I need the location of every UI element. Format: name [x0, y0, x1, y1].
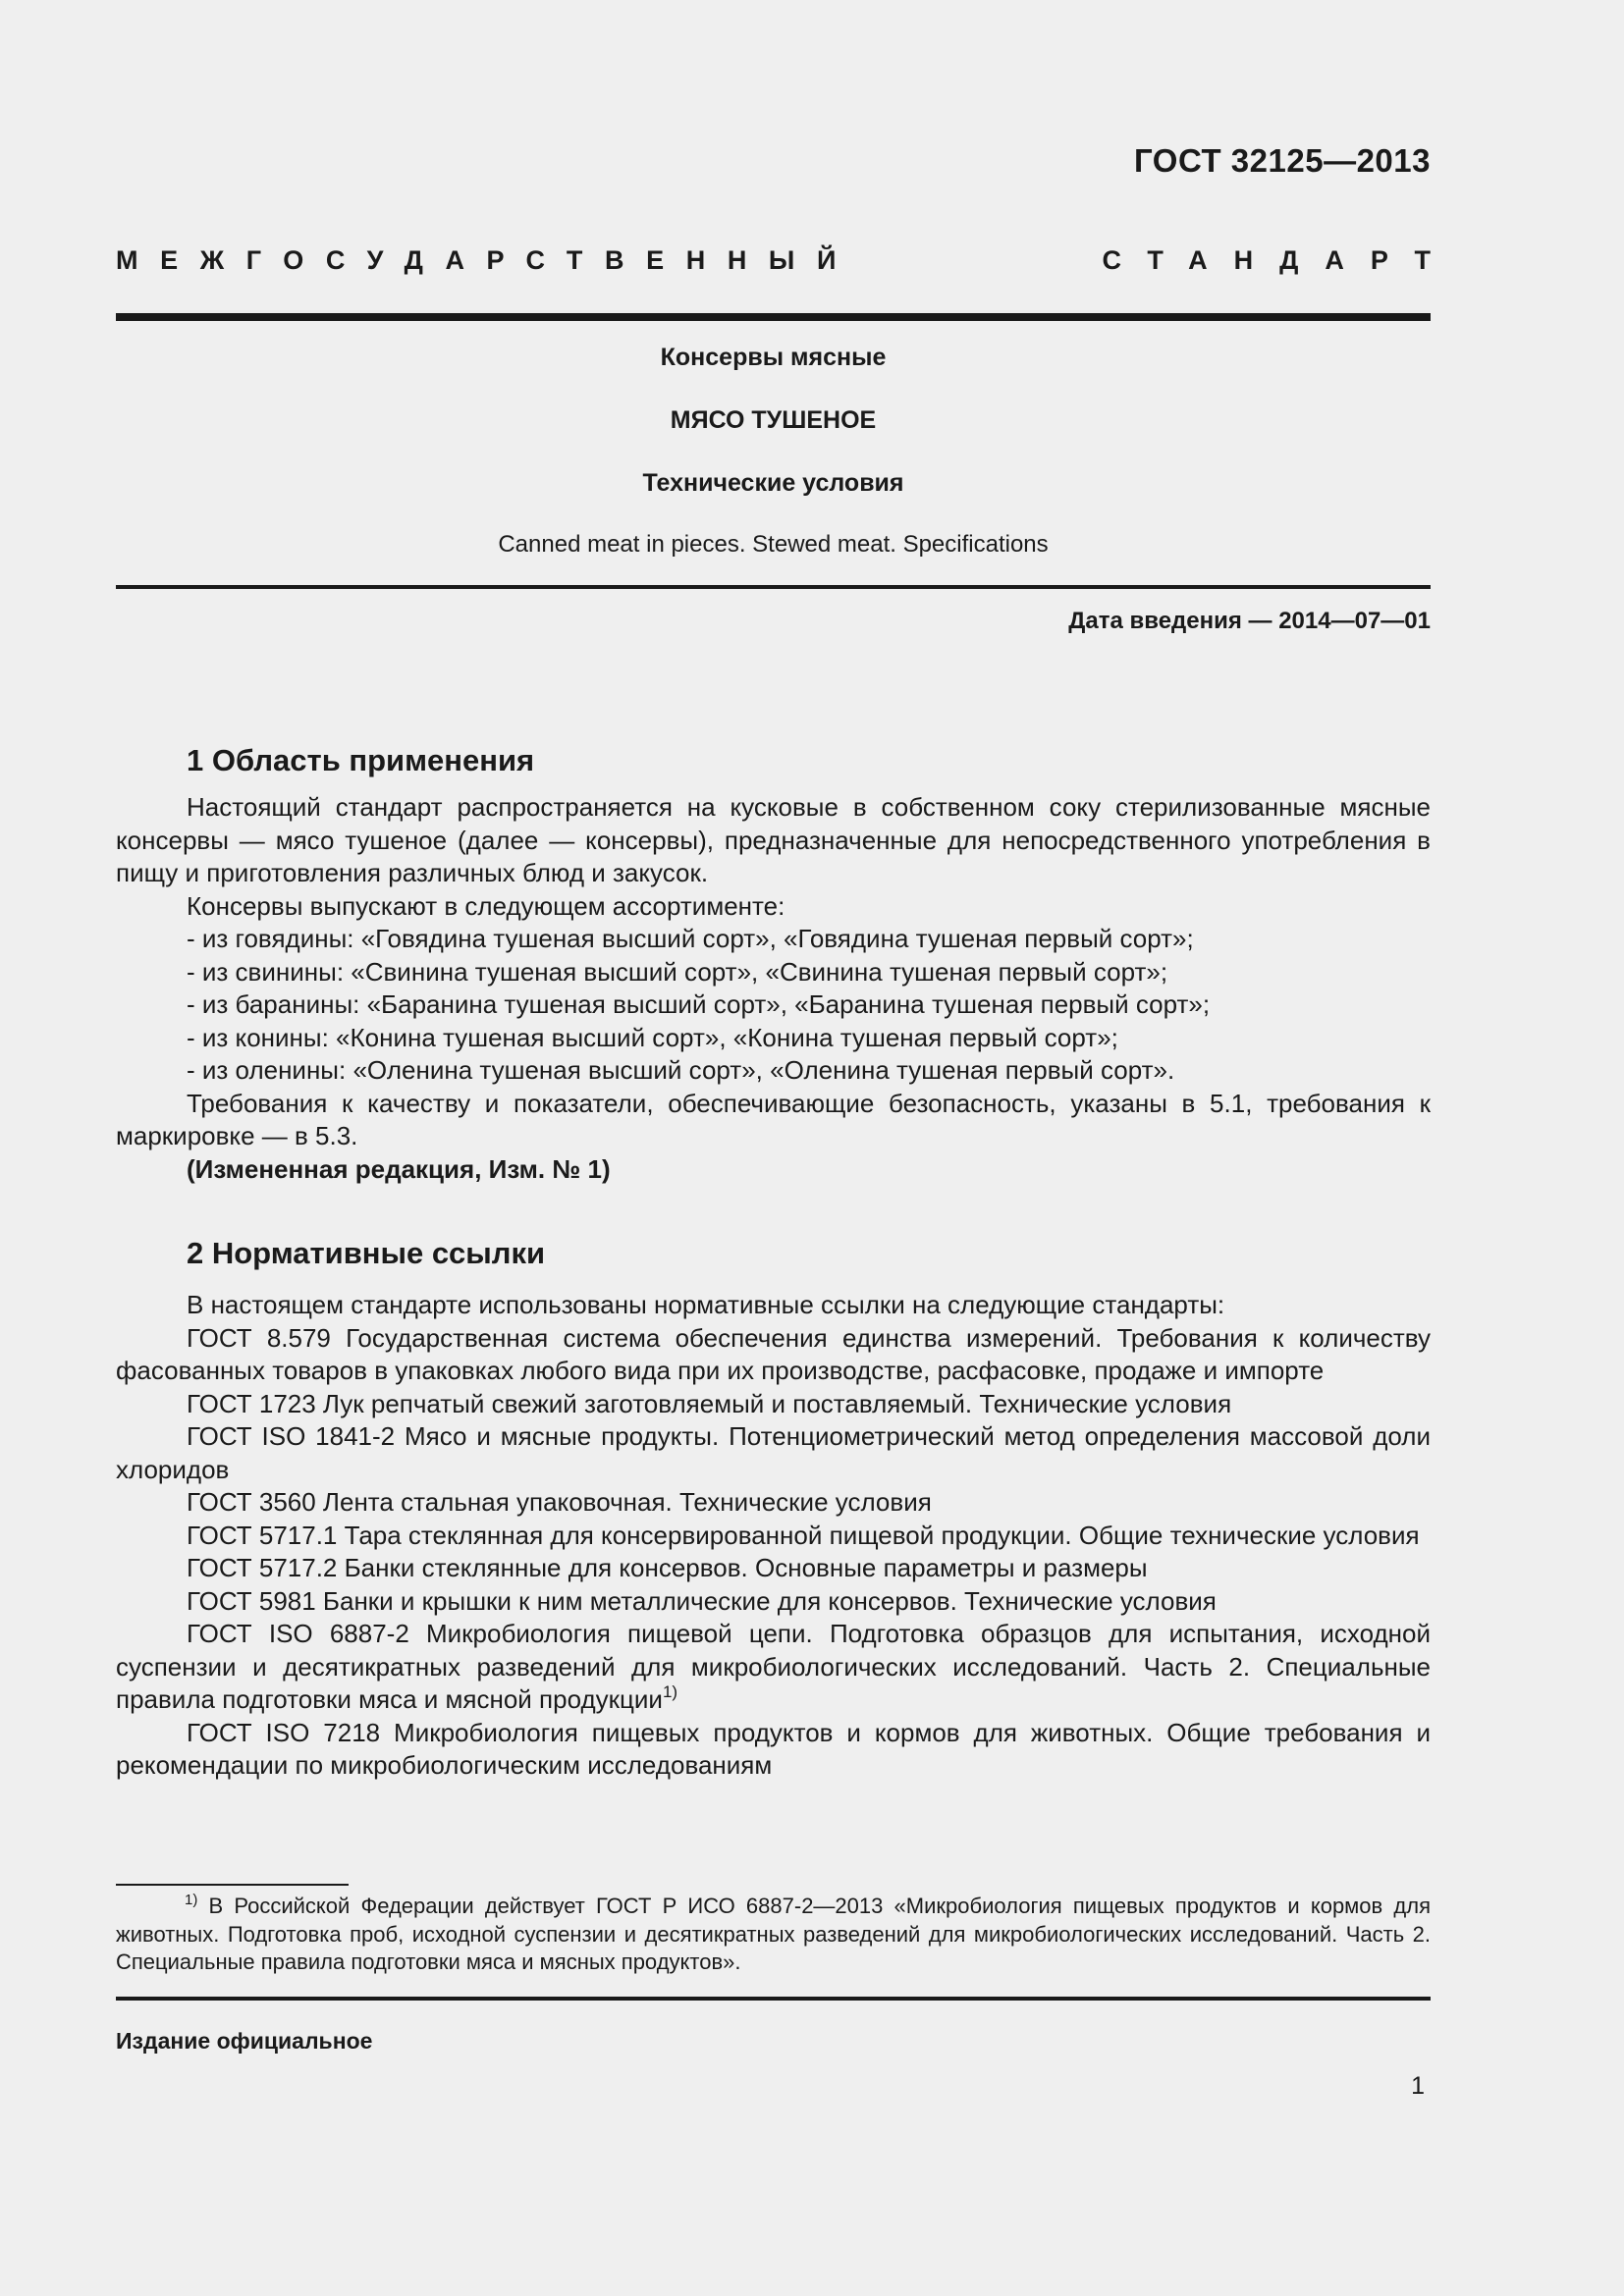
reference-item: ГОСТ 5717.1 Тара стеклянная для консервированной пищевой продукции. Общие технические условия: [187, 1520, 1420, 1550]
paragraph: Настоящий стандарт распространяется на кусковые в собственном соку стерилизованные мясные консервы — мясо тушеное (далее — консервы), предназначенные для непосредственного употребления в пищу и приготовления различных блюд и закусок.: [116, 792, 1431, 887]
paragraph: Консервы выпускают в следующем ассортименте:: [187, 890, 785, 921]
paragraph: Требования к качеству и показатели, обеспечивающие безопасность, указаны в 5.1, требования к маркировке — в 5.3.: [116, 1088, 1431, 1150]
header-rule: [116, 313, 1431, 321]
standard-banner: [116, 245, 1457, 276]
page-number: 1: [1411, 2072, 1425, 2100]
section-heading: 1 Область применения: [187, 743, 535, 777]
reference-text: ГОСТ ISO 6887-2 Микробиология пищевой цепи. Подготовка образцов для испытания, исходной суспензии и десятикратных разведений для микробиологических исследований. Часть 2. Специальные правила подготовки мяса и мясной продукции: [116, 1619, 1431, 1714]
introduction-date: Дата введения — 2014—07—01: [1068, 608, 1431, 634]
banner-word-standard: СТАНДАРТ: [1102, 245, 1457, 275]
footnote-text: В Российской Федерации действует ГОСТ Р ИСО 6887-2—2013 «Микробиология пищевых продуктов и кормов для животных. Подготовка проб, исходной суспензии и десятикратных разведений для микробиологических исследований. Часть 2. Специальные правила подготовки мяса и мясных продуктов».: [116, 1894, 1431, 1974]
banner-word-interstate: МЕЖГОСУДАРСТВЕННЫЙ: [116, 245, 858, 275]
list-item: - из свинины: «Свинина тушеная высший сорт», «Свинина тушеная первый сорт»;: [187, 956, 1168, 987]
footnote-separator: [116, 1884, 349, 1886]
reference-item: ГОСТ 3560 Лента стальная упаковочная. Технические условия: [187, 1487, 932, 1517]
reference-item: ГОСТ 8.579 Государственная система обеспечения единства измерений. Требования к количеству фасованных товаров в упаковках любого вида при их производстве, расфасовке, продаже и импорте: [116, 1322, 1431, 1385]
footer-rule: [116, 1997, 1431, 2001]
title-category: Консервы мясные: [660, 344, 887, 371]
title-rule: [116, 585, 1431, 589]
paragraph: В настоящем стандарте использованы нормативные ссылки на следующие стандарты:: [187, 1290, 1225, 1319]
reference-item: ГОСТ 5981 Банки и крышки к ним металлические для консервов. Технические условия: [187, 1585, 1217, 1616]
list-item: - из баранины: «Баранина тушеная высший сорт», «Баранина тушеная первый сорт»;: [187, 989, 1211, 1019]
reference-item: ГОСТ ISO 1841-2 Мясо и мясные продукты. Потенциометрический метод определения массовой доли хлоридов: [116, 1421, 1431, 1484]
title-english: Canned meat in pieces. Stewed meat. Specifications: [498, 531, 1049, 558]
list-item: - из говядины: «Говядина тушеная высший сорт», «Говядина тушеная первый сорт»;: [187, 924, 1194, 953]
title-subtitle: Технические условия: [642, 469, 904, 497]
footnote: [116, 1893, 1431, 1977]
official-edition-label: Издание официальное: [116, 2028, 373, 2054]
title-main: МЯСО ТУШЕНОЕ: [670, 406, 877, 434]
reference-item: ГОСТ ISO 7218 Микробиология пищевых продуктов и кормов для животных. Общие требования и рекомендации по микробиологическим исследованиям: [116, 1717, 1431, 1780]
document-code: ГОСТ 32125—2013: [1134, 142, 1431, 179]
reference-item: ГОСТ 1723 Лук репчатый свежий заготовляемый и поставляемый. Технические условия: [187, 1388, 1232, 1418]
footnote-mark: 1): [185, 1892, 198, 1908]
footnote-marker[interactable]: 1): [662, 1682, 678, 1701]
section-references: [116, 1234, 1431, 1783]
amendment-note: (Измененная редакция, Изм. № 1): [187, 1153, 611, 1184]
reference-item: ГОСТ 5717.2 Банки стеклянные для консервов. Основные параметры и размеры: [187, 1553, 1148, 1582]
list-item: - из конины: «Конина тушеная высший сорт», «Конина тушеная первый сорт»;: [187, 1022, 1118, 1052]
reference-item: [116, 1618, 1431, 1717]
document-page: [116, 0, 1457, 2296]
list-item: - из оленины: «Оленина тушеная высший сорт», «Оленина тушеная первый сорт».: [187, 1055, 1175, 1085]
section-heading: 2 Нормативные ссылки: [187, 1236, 546, 1270]
section-scope: [116, 741, 1431, 1186]
